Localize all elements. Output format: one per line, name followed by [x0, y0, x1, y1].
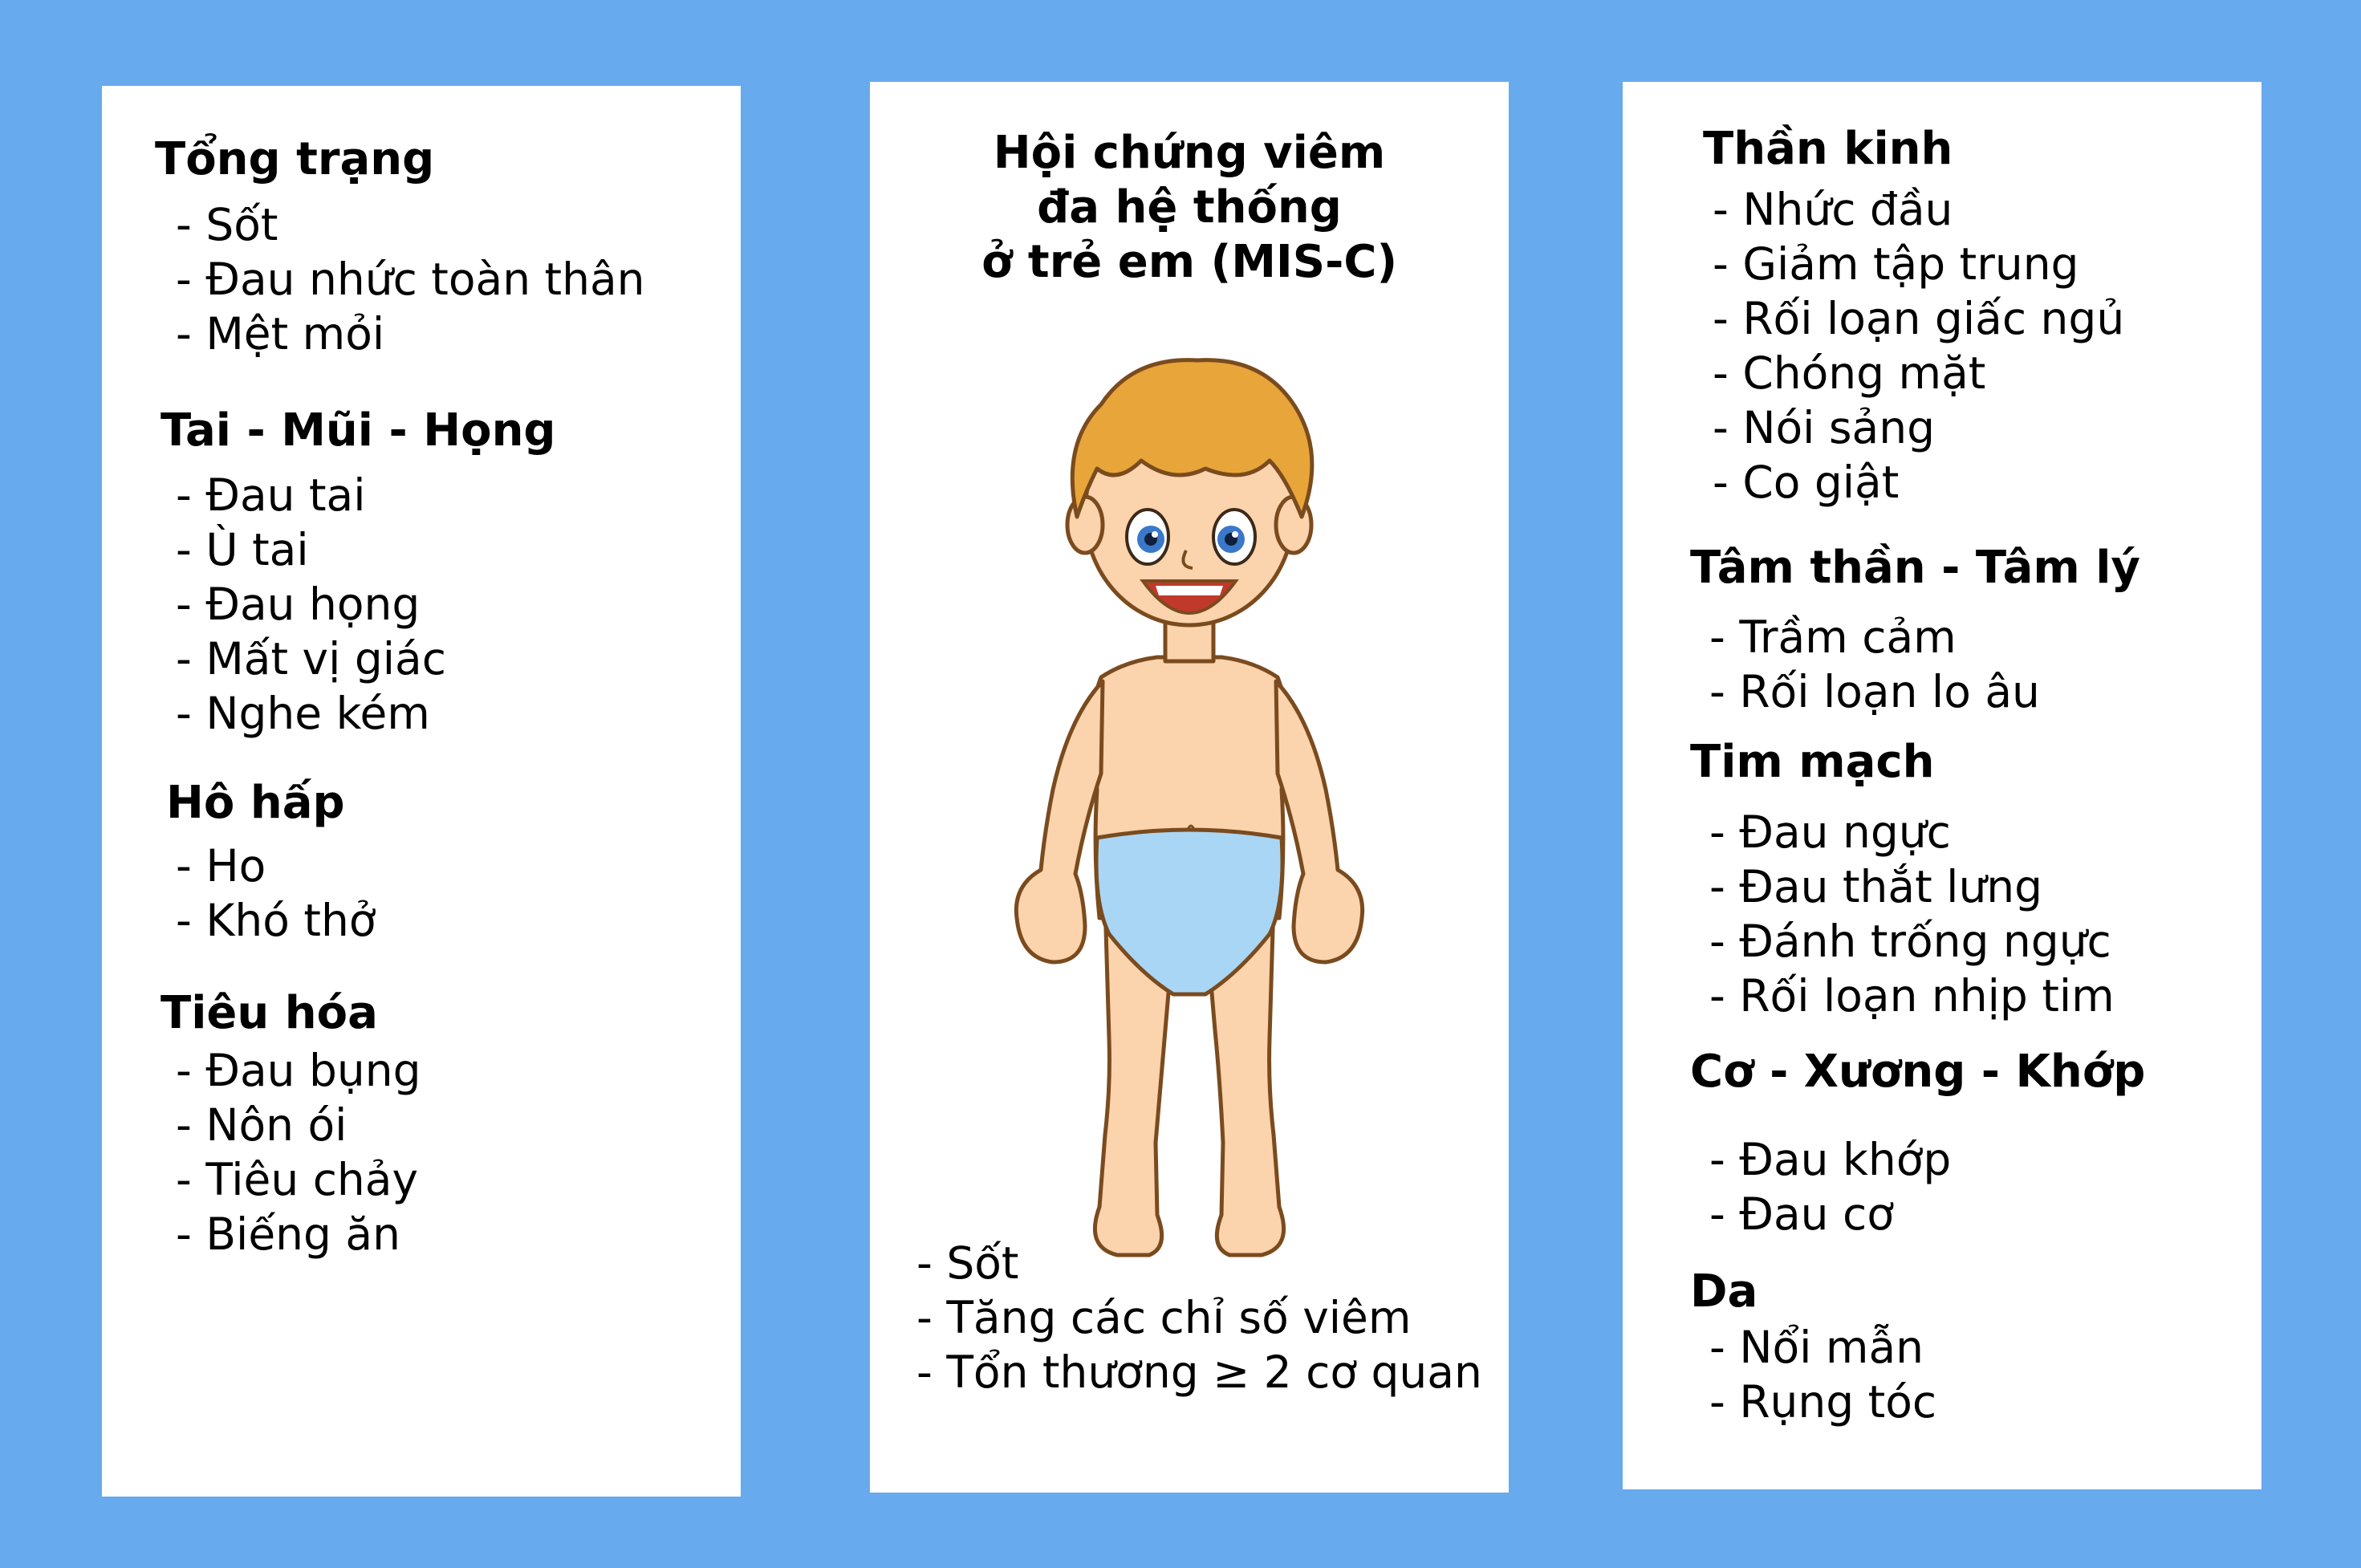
- list-item: - Đau cơ: [1709, 1188, 1894, 1240]
- heading-neuro: Thần kinh: [1703, 123, 1953, 175]
- list-cardio: [1709, 806, 2115, 1029]
- list-item: - Chóng mặt: [1713, 347, 1986, 399]
- left-arm: [1016, 681, 1103, 962]
- title-line: Hội chứng viêm: [993, 127, 1386, 179]
- list-item: - Rối loạn lo âu: [1709, 666, 2040, 717]
- list-ent: [176, 469, 446, 746]
- list-item: - Nghe kém: [176, 688, 430, 739]
- center-panel: [870, 82, 1509, 1493]
- list-item: - Đau họng: [176, 579, 421, 630]
- heading-respiratory: Hô hấp: [166, 777, 345, 829]
- list-item: - Tổn thương ≥ 2 cơ quan: [916, 1347, 1482, 1398]
- list-item: - Co giật: [1713, 457, 1900, 508]
- title-line: ở trẻ em (MIS-C): [981, 236, 1398, 288]
- list-item: - Biếng ăn: [176, 1208, 400, 1260]
- list-item: - Đau bụng: [176, 1045, 421, 1096]
- heading-psych: Tâm thần - Tâm lý: [1690, 542, 2140, 594]
- list-item: - Đau nhức toàn thân: [176, 254, 645, 305]
- list-item: - Sốt: [176, 199, 278, 250]
- list-item: - Đau khớp: [1709, 1134, 1952, 1185]
- list-misc-criteria: [916, 1237, 1482, 1405]
- list-neuro: [1713, 184, 2125, 515]
- list-item: - Mất vị giác: [176, 633, 446, 684]
- list-musculoskeletal: [1709, 1134, 1952, 1247]
- list-item: - Nhức đầu: [1713, 184, 1953, 235]
- heading-skin: Da: [1690, 1265, 1758, 1318]
- list-item: - Rối loạn giấc ngủ: [1713, 293, 2125, 344]
- list-general: [176, 199, 645, 367]
- left-ear: [1067, 497, 1103, 553]
- list-psych: [1709, 611, 2040, 725]
- list-item: - Nói sảng: [1713, 402, 1936, 453]
- list-item: - Đánh trống ngực: [1709, 916, 2111, 967]
- list-item: - Trầm cảm: [1709, 611, 1957, 663]
- list-item: - Rụng tóc: [1709, 1376, 1937, 1428]
- list-item: - Nôn ói: [176, 1099, 347, 1151]
- list-skin: [1709, 1322, 1937, 1435]
- list-item: - Đau ngực: [1709, 806, 1951, 858]
- list-item: - Tăng các chỉ số viêm: [916, 1292, 1412, 1343]
- heading-musculoskeletal: Cơ - Xương - Khớp: [1690, 1046, 2146, 1098]
- list-item: - Ù tai: [176, 524, 309, 575]
- heading-digestive: Tiêu hóa: [161, 987, 378, 1039]
- list-respiratory: [176, 840, 376, 953]
- right-panel: [1623, 82, 2261, 1489]
- page-title: [870, 126, 1509, 290]
- heading-cardio: Tim mạch: [1690, 736, 1935, 788]
- list-item: - Sốt: [916, 1237, 1019, 1289]
- heading-general: Tổng trạng: [155, 133, 435, 185]
- list-item: - Đau thắt lưng: [1709, 861, 2043, 912]
- left-panel: [102, 86, 741, 1497]
- list-item: - Ho: [176, 840, 266, 892]
- list-digestive: [176, 1045, 421, 1267]
- list-item: - Tiêu chảy: [176, 1154, 419, 1205]
- list-item: - Giảm tập trung: [1713, 238, 2079, 290]
- list-item: - Đau tai: [176, 469, 366, 521]
- right-arm: [1276, 681, 1363, 962]
- list-item: - Nổi mẫn: [1709, 1322, 1924, 1373]
- list-item: - Rối loạn nhịp tim: [1709, 970, 2115, 1022]
- heading-ent: Tai - Mũi - Họng: [161, 404, 556, 457]
- list-item: - Mệt mỏi: [176, 308, 385, 360]
- title-line: đa hệ thống: [1037, 181, 1342, 234]
- child-illustration: [965, 340, 1414, 1279]
- list-item: - Khó thở: [176, 895, 376, 946]
